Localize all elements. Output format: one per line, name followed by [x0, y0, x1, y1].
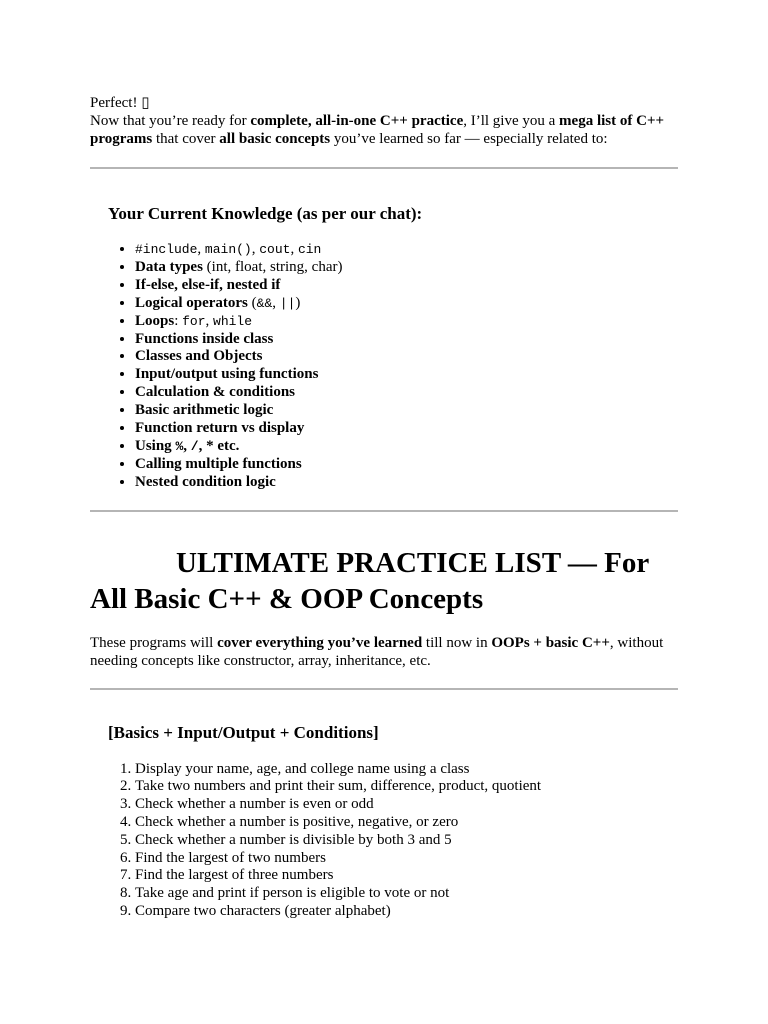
- list-item: • Calling multiple functions: [135, 456, 680, 474]
- practice-title-line2: All Basic C++ & OOP Concepts: [90, 582, 484, 615]
- list-item: • Basic arithmetic logic: [135, 402, 680, 420]
- list-item: • #include, main(), cout, cin: [135, 241, 680, 259]
- list-item: 7. Find the largest of three numbers: [135, 867, 680, 885]
- practice-list: [90, 761, 680, 921]
- intro-greeting: Perfect! ▯: [90, 95, 150, 111]
- practice-title: [90, 545, 680, 617]
- list-item: • Loops: for, while: [135, 313, 680, 331]
- list-item: • Input/output using functions: [135, 366, 680, 384]
- intro-emphasis: mega list of C++ programs: [90, 113, 665, 147]
- list-item: 9. Compare two characters (greater alphabet): [135, 903, 680, 921]
- intro-text: Now that you’re ready for: [90, 113, 251, 129]
- intro-text: you’ve learned so far — especially related to:: [330, 131, 608, 147]
- list-item: 8. Take age and print if person is eligible to vote or not: [135, 885, 680, 903]
- list-item: • Using %, /, * etc.: [135, 438, 680, 456]
- list-item: 3. Check whether a number is even or odd: [135, 796, 680, 814]
- practice-title-line1: ULTIMATE PRACTICE LIST — For: [176, 546, 650, 579]
- list-item: • Nested condition logic: [135, 474, 680, 492]
- intro-text: that cover: [152, 131, 220, 147]
- knowledge-list: [90, 241, 680, 492]
- knowledge-heading: Your Current Knowledge (as per our chat):: [108, 204, 423, 223]
- list-item: • If-else, else-if, nested if: [135, 277, 680, 295]
- practice-description: These programs will cover everything you’ve learned till now in OOPs + basic C++, without needing concepts like constructor, array, inheritance, etc.: [90, 634, 664, 669]
- list-item: • Calculation & conditions: [135, 384, 680, 402]
- list-item: 4. Check whether a number is positive, negative, or zero: [135, 814, 680, 832]
- list-item: 1. Display your name, age, and college name using a class: [135, 761, 680, 779]
- intro-emphasis: complete, all-in-one C++ practice: [250, 113, 464, 129]
- document-page: [90, 94, 680, 921]
- intro-section: [90, 94, 680, 148]
- list-item: • Logical operators (&&, ||): [135, 295, 680, 313]
- list-item: • Functions inside class: [135, 331, 680, 349]
- list-item: • Classes and Objects: [135, 348, 680, 366]
- list-item: 2. Take two numbers and print their sum, difference, product, quotient: [135, 778, 680, 796]
- intro-emphasis: all basic concepts: [219, 131, 331, 147]
- list-item: 5. Check whether a number is divisible by both 3 and 5: [135, 832, 680, 850]
- list-item: • Function return vs display: [135, 420, 680, 438]
- list-item: 6. Find the largest of two numbers: [135, 850, 680, 868]
- intro-paragraph: [90, 112, 680, 148]
- section-heading: [Basics + Input/Output + Conditions]: [108, 722, 379, 742]
- intro-text: , I’ll give you a: [463, 113, 560, 129]
- list-item: • Data types (int, float, string, char): [135, 259, 680, 277]
